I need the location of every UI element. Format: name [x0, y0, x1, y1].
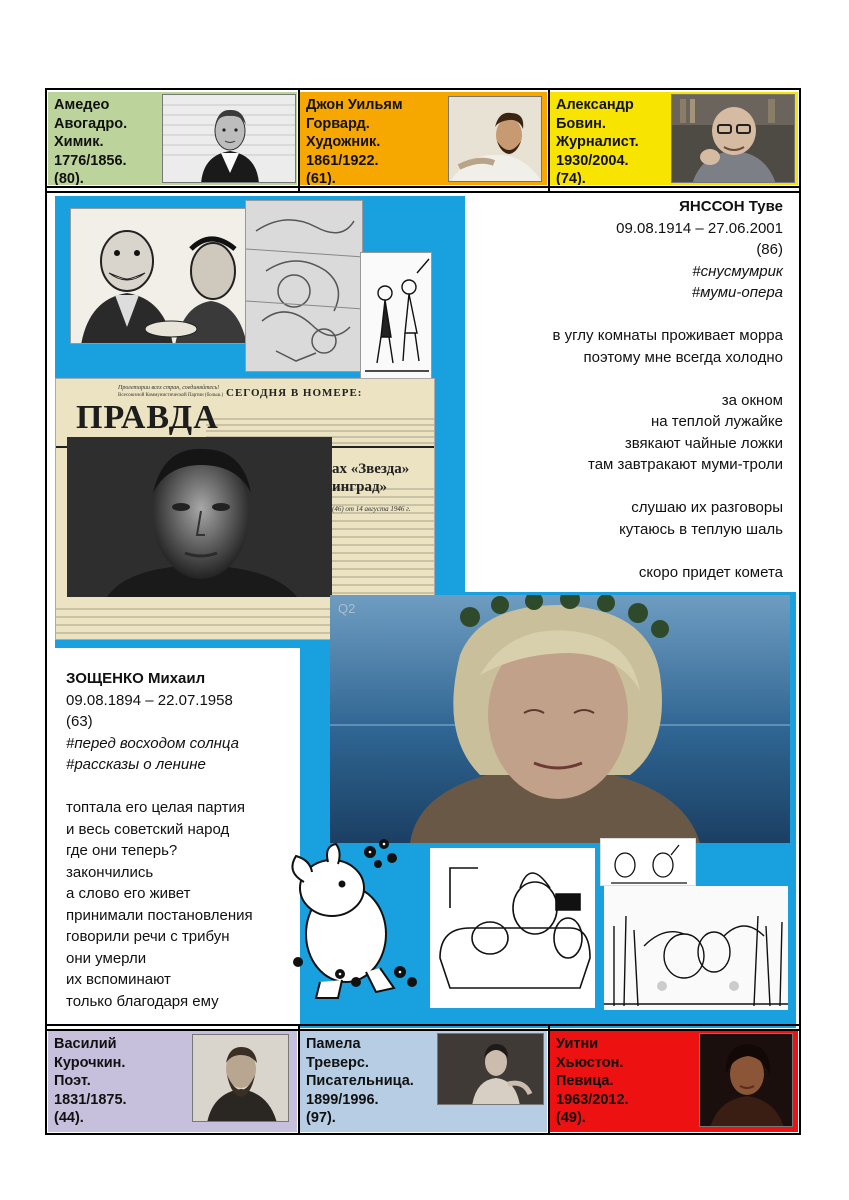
- zoshchenko-text-block: [66, 668, 306, 1012]
- person-card-bovin: [550, 92, 798, 185]
- jansson-poem-line: слушаю их разговоры: [631, 499, 783, 516]
- jansson-poem-line: кутаюсь в теплую шаль: [619, 520, 783, 538]
- jansson-poem-line: скоро придет комета: [638, 563, 783, 581]
- person-age: (49).: [556, 1110, 586, 1126]
- photo-portrait-icon: [700, 1034, 793, 1127]
- zoshchenko-poem-line: и весь советский народ: [66, 820, 230, 838]
- portrait-houston: [699, 1033, 793, 1127]
- person-card-text: [54, 96, 127, 185]
- jansson-dates: 09.08.1914 – 27.06.2001: [616, 219, 783, 237]
- person-card-text: [306, 96, 403, 185]
- person-card-text: [306, 1035, 414, 1128]
- engraved-portrait-icon: [163, 95, 296, 183]
- zoshchenko-poem-line: говорили речи с трибун: [66, 928, 230, 945]
- jansson-poem-line: на теплой лужайке: [650, 413, 783, 430]
- caricature-image: [70, 208, 250, 344]
- person-surname: Авогадро.: [54, 115, 128, 132]
- jansson-tag: #муми-опера: [691, 284, 783, 301]
- zoshchenko-portrait-image: [67, 437, 332, 597]
- person-role: Художник.: [306, 134, 381, 150]
- divider-bottom-1: [45, 1024, 801, 1026]
- photo-label: Q2: [338, 601, 356, 616]
- person-age: (80).: [54, 171, 84, 185]
- person-role: Химик.: [54, 134, 104, 150]
- person-name: Джон Уильям: [306, 97, 403, 113]
- jansson-tag: #снусмумрик: [692, 262, 783, 280]
- spacer: [66, 776, 306, 798]
- person-name: Памела: [306, 1036, 361, 1052]
- jansson-poem-line: [465, 476, 783, 498]
- person-years: 1861/1922.: [306, 152, 379, 169]
- person-card-text: [556, 1035, 629, 1128]
- portrait-travers: [437, 1033, 544, 1105]
- zoshchenko-poem-line: они умерли: [66, 949, 147, 967]
- zoshchenko-poem-line: принимали постановления: [66, 906, 253, 924]
- person-role: Поэт.: [54, 1073, 91, 1089]
- person-card-avogadro: [48, 92, 297, 185]
- zoshchenko-poem-line: а слово его живет: [66, 885, 191, 902]
- moomin-bathtub-drawing: [430, 848, 595, 1008]
- jansson-poem-line: в углу комнаты проживает морра: [552, 327, 783, 344]
- person-role: Певица.: [556, 1073, 614, 1089]
- zoshchenko-poem-line: где они теперь?: [66, 842, 178, 859]
- person-card-text: [556, 96, 639, 185]
- person-name: Амедео: [54, 97, 110, 113]
- person-age: (74).: [556, 171, 586, 185]
- newspaper-section-title: СЕГОДНЯ В НОМЕРЕ:: [226, 387, 363, 399]
- painting-portrait-icon: [449, 97, 542, 182]
- zoshchenko-dates: 09.08.1894 – 22.07.1958: [66, 691, 233, 709]
- jansson-poem-line: [465, 540, 783, 562]
- newspaper-masthead: ПРАВДА: [76, 399, 219, 436]
- jansson-poem-line: там завтракают муми-троли: [588, 456, 783, 473]
- jansson-poem-line: поэтому мне всегда холодно: [583, 348, 783, 366]
- photo-portrait-icon: [438, 1034, 544, 1105]
- photo-portrait-icon: [672, 95, 795, 183]
- person-card-houston: [550, 1031, 798, 1132]
- person-card-travers: [300, 1031, 547, 1132]
- person-years: 1776/1856.: [54, 152, 127, 169]
- line-drawing-image: [360, 252, 432, 380]
- person-surname: Хьюстон.: [556, 1054, 624, 1071]
- divider-top-2: [45, 191, 801, 193]
- person-name: Александр: [556, 97, 634, 113]
- portrait-bovin: [671, 94, 795, 183]
- person-role: Журналист.: [556, 134, 639, 150]
- jansson-portrait-photo: [330, 595, 790, 843]
- zoshchenko-name: ЗОЩЕНКО Михаил: [66, 670, 206, 687]
- person-surname: Треверс.: [306, 1054, 369, 1071]
- jansson-name: ЯНССОН Туве: [679, 198, 783, 215]
- person-age: (61).: [306, 171, 336, 185]
- divider-top-1: [45, 186, 801, 188]
- jansson-poem-line: звякают чайные ложки: [624, 434, 783, 452]
- person-card-text: [54, 1035, 127, 1128]
- zoshchenko-tag: #перед восходом солнца: [66, 734, 239, 752]
- person-age: (97).: [306, 1110, 336, 1126]
- person-years: 1899/1996.: [306, 1091, 379, 1108]
- zoshchenko-poem-line: закончились: [66, 863, 154, 881]
- person-years: 1831/1875.: [54, 1091, 127, 1108]
- zoshchenko-age: (63): [66, 713, 93, 730]
- person-surname: Бовин.: [556, 115, 606, 132]
- person-card-gorvard: [300, 92, 547, 185]
- jansson-poem-line: за окном: [721, 391, 783, 409]
- person-name: Уитни: [556, 1036, 599, 1052]
- person-name: Василий: [54, 1036, 117, 1052]
- zoshchenko-poem-line: топтала его целая партия: [66, 799, 245, 816]
- zoshchenko-tag: #рассказы о ленине: [66, 756, 206, 773]
- moomin-small-drawing: [600, 838, 696, 886]
- portrait-gorvard: [448, 96, 542, 182]
- newspaper-top-slogan: Пролетарии всех стран, соединяйтесь!: [118, 385, 220, 391]
- newspaper-headline-2: инград»: [332, 479, 388, 495]
- person-age: (44).: [54, 1110, 84, 1126]
- zoshchenko-poem-line: их вспоминают: [66, 971, 171, 988]
- person-surname: Курочкин.: [54, 1054, 126, 1071]
- newspaper-subline: (46) от 14 августа 1946 г.: [332, 505, 411, 513]
- newspaper-party-line: Всесоюзной Коммунистической Партии (больш.): [118, 393, 224, 398]
- photo-portrait-icon: [193, 1035, 289, 1122]
- sketch-drawing-image: [245, 200, 363, 372]
- portrait-kurochkin: [192, 1034, 289, 1122]
- jansson-poem-line: [465, 368, 783, 390]
- newspaper-headline: ах «Звезда»: [332, 461, 410, 477]
- zoshchenko-poem-line: только благодаря ему: [66, 992, 219, 1010]
- person-surname: Горвард.: [306, 115, 370, 132]
- moomin-garden-drawing: [604, 886, 788, 1010]
- person-card-kurochkin: [48, 1031, 297, 1132]
- person-years: 1930/2004.: [556, 152, 629, 169]
- person-years: 1963/2012.: [556, 1091, 629, 1108]
- jansson-age: (86): [756, 241, 783, 258]
- spacer: [465, 304, 783, 326]
- portrait-avogadro: [162, 94, 296, 183]
- person-role: Писательница.: [306, 1073, 414, 1089]
- jansson-text-block: [465, 196, 783, 583]
